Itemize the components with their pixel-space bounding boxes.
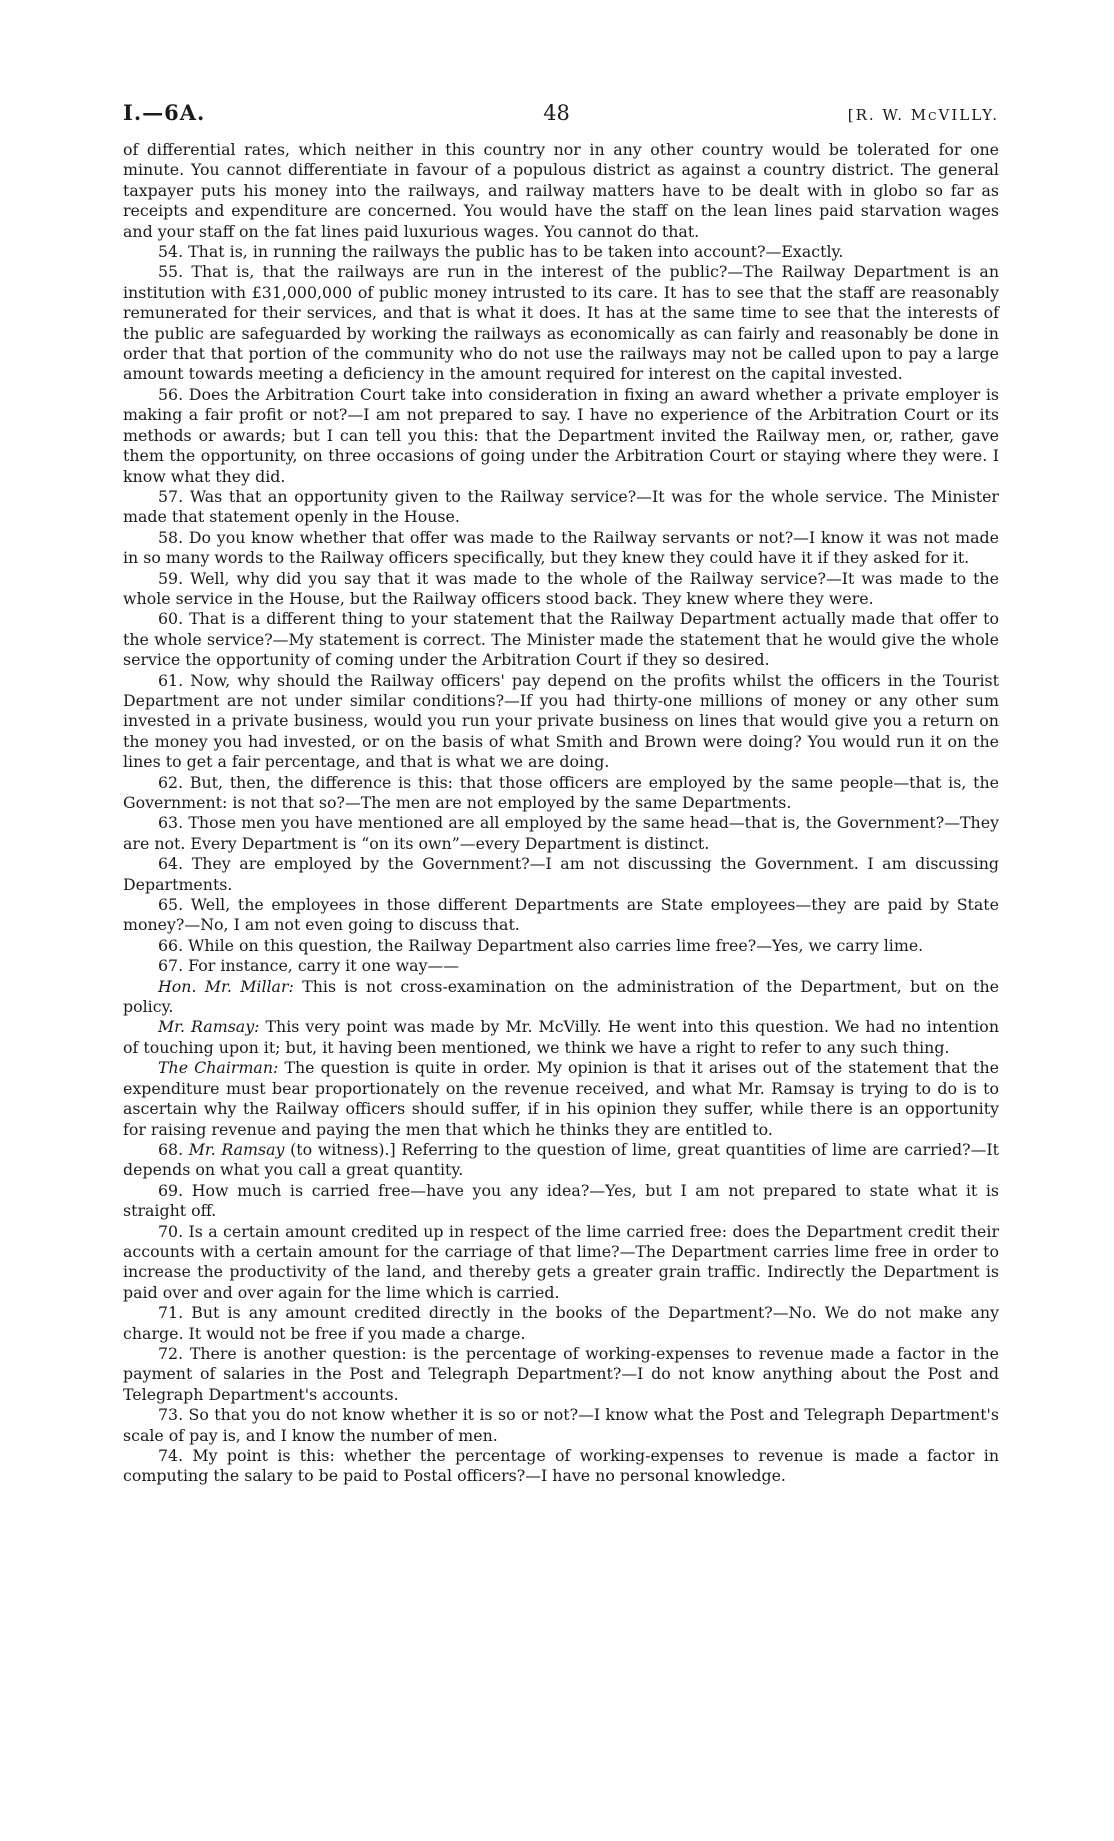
- speaker-text: This very point was made by Mr. McVilly. He went into this question. We had no intention of touching upon it; but, it having been mentioned, we think we have a right to refer to any such thing.: [123, 1017, 999, 1057]
- paragraph: 56. Does the Arbitration Court take into consideration in fixing an award whether a private employer is making a fair profit or not?—I am not prepared to say. I have no experience of the Arbitration Court or its methods or awards; but I can tell you this: that the Department invited the Railway men, or, rather, gave them the opportunity, on three occasions of going under the Arbitration Court or staying where they were. I know what they did.: [123, 384, 999, 486]
- speaker-text: This is not cross-examination on the administration of the Department, but on the policy.: [123, 976, 999, 1017]
- paragraph: 60. That is a different thing to your statement that the Railway Department actually made that offer to the whole service?—My statement is correct. The Minister made the statement that he would give the whole service the opportunity of coming under the Arbitration Court if they so desired.: [123, 609, 999, 670]
- page-body: [123, 140, 999, 1487]
- paragraph: 70. Is a certain amount credited up in respect of the lime carried free: does the Department credit their accounts with a certain amount for the carriage of that lime?—The Department carries lime free in order to increase the productivity of the land, and thereby gets a greater grain traffic. Indirectly the Department is paid over and over again for the lime which is carried.: [123, 1221, 999, 1302]
- speaker-name: Hon. Mr. Millar:: [158, 976, 294, 996]
- speaker-paragraph: [123, 1058, 999, 1140]
- paragraph: 59. Well, why did you say that it was made to the whole of the Railway service?—It was made to the whole service in the House, but the Railway officers stood back. They knew where they were.: [123, 568, 999, 608]
- paragraph: 74. My point is this: whether the percentage of working-expenses to revenue is made a factor in computing the salary to be paid to Postal officers?—I have no personal knowledge.: [123, 1446, 999, 1486]
- paragraph: 62. But, then, the difference is this: that those officers are employed by the same people—that is, the Government: is not that so?—The men are not employed by the same Departments.: [123, 772, 999, 812]
- paragraph: 64. They are employed by the Government?—I am not discussing the Government. I am discussing Departments.: [123, 854, 999, 894]
- speaker-name: The Chairman:: [158, 1058, 279, 1078]
- page-number: 48: [543, 101, 570, 125]
- speaker-name: Mr. Ramsay: [188, 1139, 285, 1159]
- paragraph: 71. But is any amount credited directly in the books of the Department?—No. We do not make any charge. It would not be free if you made a charge.: [123, 1303, 999, 1343]
- speaker-paragraph: [123, 977, 999, 1018]
- paragraph: 58. Do you know whether that offer was made to the Railway servants or not?—I know it was not made in so many words to the Railway officers specifically, but they knew they could have it if they asked for it.: [123, 527, 999, 568]
- page-header: [123, 100, 999, 140]
- paragraph: 69. How much is carried free—have you any idea?—Yes, but I am not prepared to state what it is straight off.: [123, 1180, 999, 1221]
- speaker-paragraph: [123, 1017, 999, 1058]
- question-number: 68.: [158, 1139, 189, 1159]
- speaker-paragraph: [123, 1140, 999, 1181]
- paragraph: 55. That is, that the railways are run in the interest of the public?—The Railway Department is an institution with £31,000,000 of public money intrusted to its care. It has to see that the staff are reasonably remunerated for their services, and that is what it does. It has at the same time to see that the interests of the public are safeguarded by working the railways as economically as can fairly and reasonably be done in order that that portion of the community who do not use the railways may not be called upon to pay a large amount towards meeting a deficiency in the amount required for interest on the capital invested.: [123, 262, 999, 384]
- document-reference: I.—6A.: [123, 100, 206, 125]
- paragraph: 66. While on this question, the Railway Department also carries lime free?—Yes, we carry lime.: [158, 935, 924, 955]
- paragraph: 73. So that you do not know whether it is so or not?—I know what the Post and Telegraph Department's scale of pay is, and I know the number of men.: [123, 1405, 999, 1445]
- speaker-text: The question is quite in order. My opinion is that it arises out of the statement that the expenditure must bear proportionately on the revenue received, and what Mr. Ramsay is trying to do is to ascertain why the Railway officers should suffer, if in his opinion they suffer, while there is an opportunity for raising revenue and paying the men that which he thinks they are entitled to.: [123, 1058, 999, 1139]
- paragraph: of differential rates, which neither in this country nor in any other country would be tolerated for one minute. You cannot differentiate in favour of a populous district as against a country district. The general taxpayer puts his money into the railways, and railway matters have to be dealt with in globo so far as receipts and expenditure are concerned. You would have the staff on the lean lines paid starvation wages and your staff on the fat lines paid luxurious wages. You cannot do that.: [123, 140, 999, 241]
- paragraph: 57. Was that an opportunity given to the Railway service?—It was for the whole service. The Minister made that statement openly in the House.: [123, 486, 999, 527]
- paragraph: 63. Those men you have mentioned are all employed by the same head—that is, the Government?—They are not. Every Department is “on its own”—every Department is distinct.: [123, 813, 999, 853]
- speaker-name: Mr. Ramsay:: [158, 1017, 260, 1037]
- witness-name: [R. W. McVILLY.: [847, 106, 999, 124]
- speaker-text: (to witness).] Referring to the question of lime, great quantities of lime are carried?—It depends on what you call a great quantity.: [123, 1139, 999, 1180]
- paragraph: 61. Now, why should the Railway officers' pay depend on the profits whilst the officers in the Tourist Department are not under similar conditions?—If you had thirty-one millions of money or any other sum invested in a private business, would you run your private business on lines that would give you a return on the money you had invested, or on the basis of what Smith and Brown were doing? You would run it on the lines to get a fair percentage, and that is what we are doing.: [123, 670, 999, 772]
- paragraph: 72. There is another question: is the percentage of working-expenses to revenue made a factor in the payment of salaries in the Post and Telegraph Department?—I do not know anything about the Post and Telegraph Department's accounts.: [123, 1343, 999, 1404]
- paragraph: 54. That is, in running the railways the public has to be taken into account?—Exactly.: [158, 242, 844, 262]
- paragraph: 67. For instance, carry it one way——: [158, 956, 460, 976]
- paragraph: 65. Well, the employees in those different Departments are State employees—they are paid by State money?—No, I am not even going to discuss that.: [123, 895, 999, 935]
